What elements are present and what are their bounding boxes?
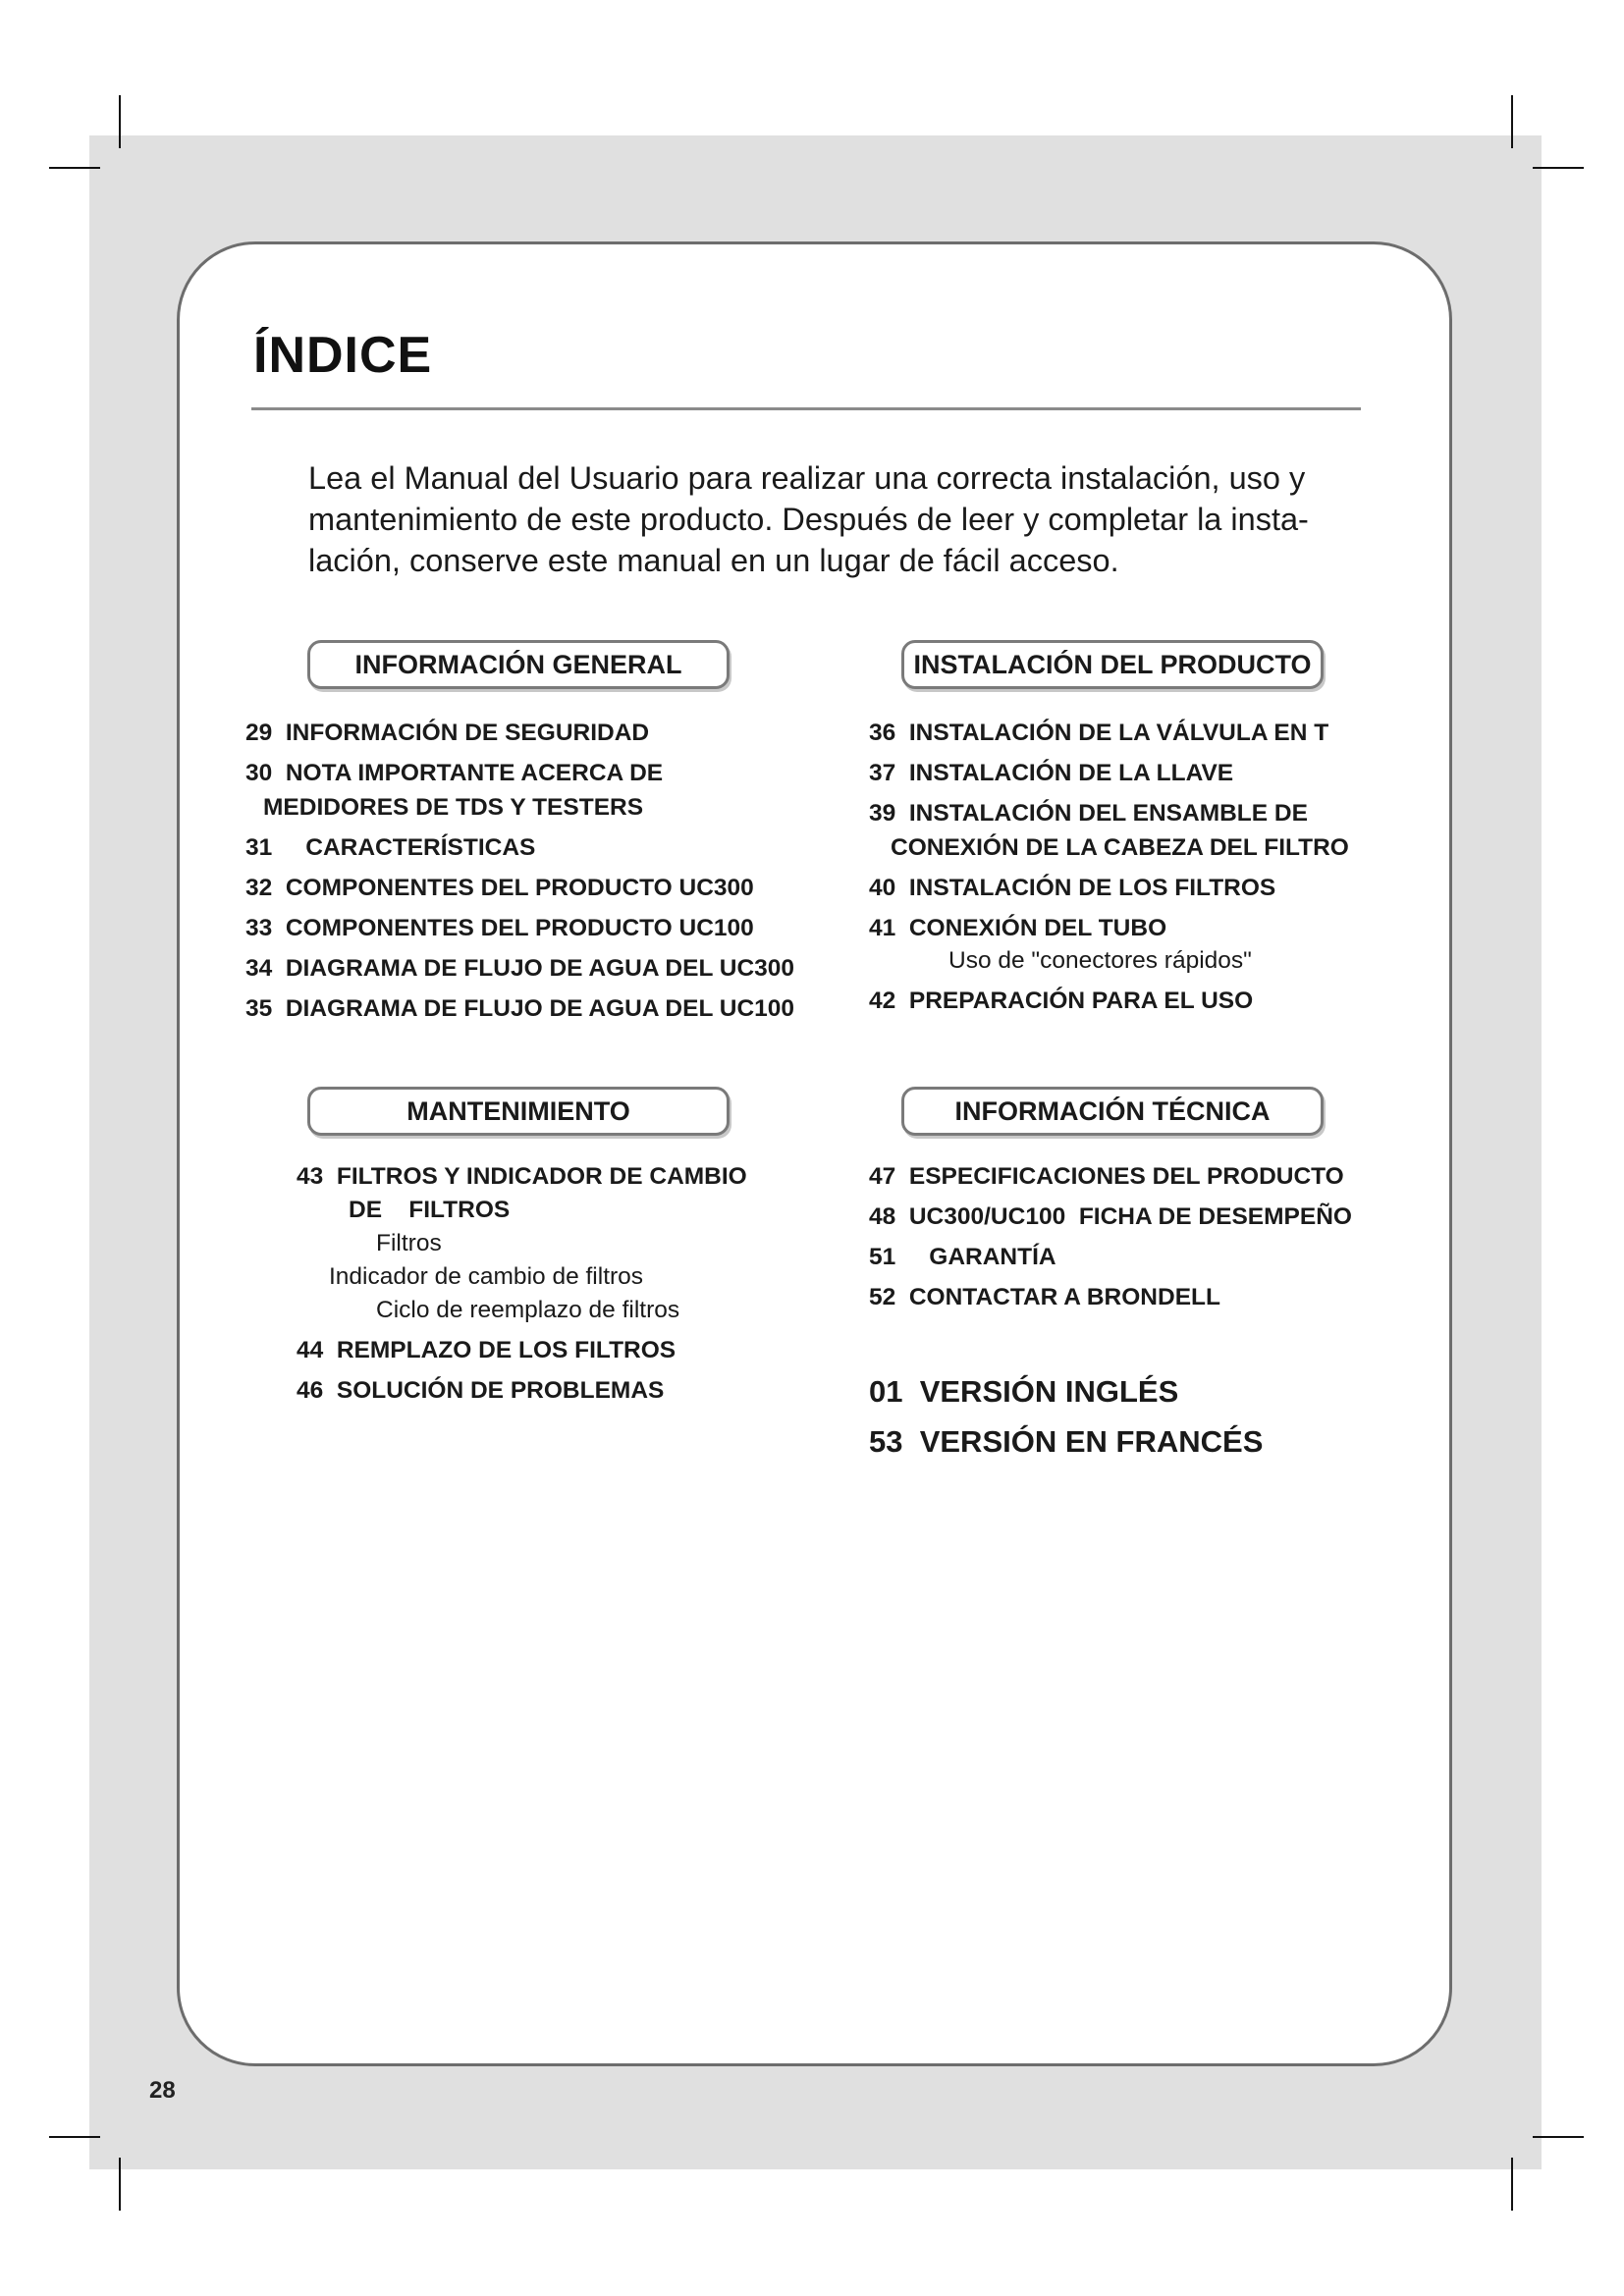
crop-mark-bottom-left-v [119, 2158, 121, 2211]
toc-entry[interactable]: 32 COMPONENTES DEL PRODUCTO UC300 [245, 875, 754, 901]
crop-mark-bottom-right-v [1511, 2158, 1513, 2211]
crop-mark-top-left-v [119, 95, 121, 148]
toc-entry[interactable]: 35 DIAGRAMA DE FLUJO DE AGUA DEL UC100 [245, 995, 795, 1022]
version-entry-frances[interactable]: 53 VERSIÓN EN FRANCÉS [869, 1424, 1264, 1459]
toc-entry[interactable]: 51 GARANTÍA [869, 1244, 1056, 1270]
section-header-informacion-tecnica: INFORMACIÓN TÉCNICA [901, 1087, 1324, 1136]
toc-entry[interactable]: 52 CONTACTAR A BRONDELL [869, 1284, 1220, 1310]
toc-subentry[interactable]: Indicador de cambio de filtros [329, 1263, 644, 1290]
toc-entry[interactable]: 36 INSTALACIÓN DE LA VÁLVULA EN T [869, 720, 1329, 746]
section-header-informacion-general: INFORMACIÓN GENERAL [307, 640, 730, 689]
crop-mark-top-right-v [1511, 95, 1513, 148]
toc-entry-continuation[interactable]: DE FILTROS [349, 1197, 511, 1223]
toc-entry[interactable]: 30 NOTA IMPORTANTE ACERCA DE [245, 760, 664, 786]
toc-entry[interactable]: 47 ESPECIFICACIONES DEL PRODUCTO [869, 1163, 1344, 1190]
toc-entry[interactable]: 34 DIAGRAMA DE FLUJO DE AGUA DEL UC300 [245, 955, 795, 982]
toc-entry[interactable]: 33 COMPONENTES DEL PRODUCTO UC100 [245, 915, 754, 941]
intro-line: lación, conserve este manual en un lugar de fácil acceso. [308, 543, 1119, 578]
toc-entry[interactable]: 42 PREPARACIÓN PARA EL USO [869, 988, 1254, 1014]
toc-entry[interactable]: 29 INFORMACIÓN DE SEGURIDAD [245, 720, 650, 746]
toc-subentry[interactable]: Ciclo de reemplazo de filtros [376, 1297, 680, 1323]
page-title: ÍNDICE [253, 327, 433, 384]
version-entry-ingles[interactable]: 01 VERSIÓN INGLÉS [869, 1374, 1179, 1409]
crop-mark-top-right-h [1533, 167, 1584, 169]
intro-line: Lea el Manual del Usuario para realizar una correcta instalación, uso y [308, 460, 1306, 496]
toc-entry[interactable]: 39 INSTALACIÓN DEL ENSAMBLE DE [869, 800, 1308, 827]
intro-line: mantenimiento de este producto. Después de leer y completar la insta- [308, 502, 1309, 537]
toc-subentry[interactable]: Filtros [376, 1230, 442, 1256]
title-divider [251, 407, 1361, 410]
crop-mark-bottom-left-h [49, 2136, 100, 2138]
toc-entry[interactable]: 48 UC300/UC100 FICHA DE DESEMPEÑO [869, 1203, 1352, 1230]
toc-entry[interactable]: 37 INSTALACIÓN DE LA LLAVE [869, 760, 1234, 786]
toc-entry[interactable]: 43 FILTROS Y INDICADOR DE CAMBIO [297, 1163, 747, 1190]
toc-entry[interactable]: 41 CONEXIÓN DEL TUBO [869, 915, 1167, 941]
intro-paragraph [308, 457, 1349, 581]
section-header-mantenimiento: MANTENIMIENTO [307, 1087, 730, 1136]
crop-mark-top-left-h [49, 167, 100, 169]
toc-entry-continuation[interactable]: MEDIDORES DE TDS Y TESTERS [263, 794, 644, 821]
toc-subentry[interactable]: Uso de "conectores rápidos" [948, 947, 1252, 974]
section-header-instalacion-del-producto: INSTALACIÓN DEL PRODUCTO [901, 640, 1324, 689]
toc-entry[interactable]: 31 CARACTERÍSTICAS [245, 834, 536, 861]
crop-mark-bottom-right-h [1533, 2136, 1584, 2138]
toc-entry-continuation[interactable]: CONEXIÓN DE LA CABEZA DEL FILTRO [891, 834, 1349, 861]
toc-entry[interactable]: 40 INSTALACIÓN DE LOS FILTROS [869, 875, 1276, 901]
toc-entry[interactable]: 44 REMPLAZO DE LOS FILTROS [297, 1337, 677, 1363]
page-number: 28 [149, 2077, 176, 2104]
toc-entry[interactable]: 46 SOLUCIÓN DE PROBLEMAS [297, 1377, 665, 1404]
